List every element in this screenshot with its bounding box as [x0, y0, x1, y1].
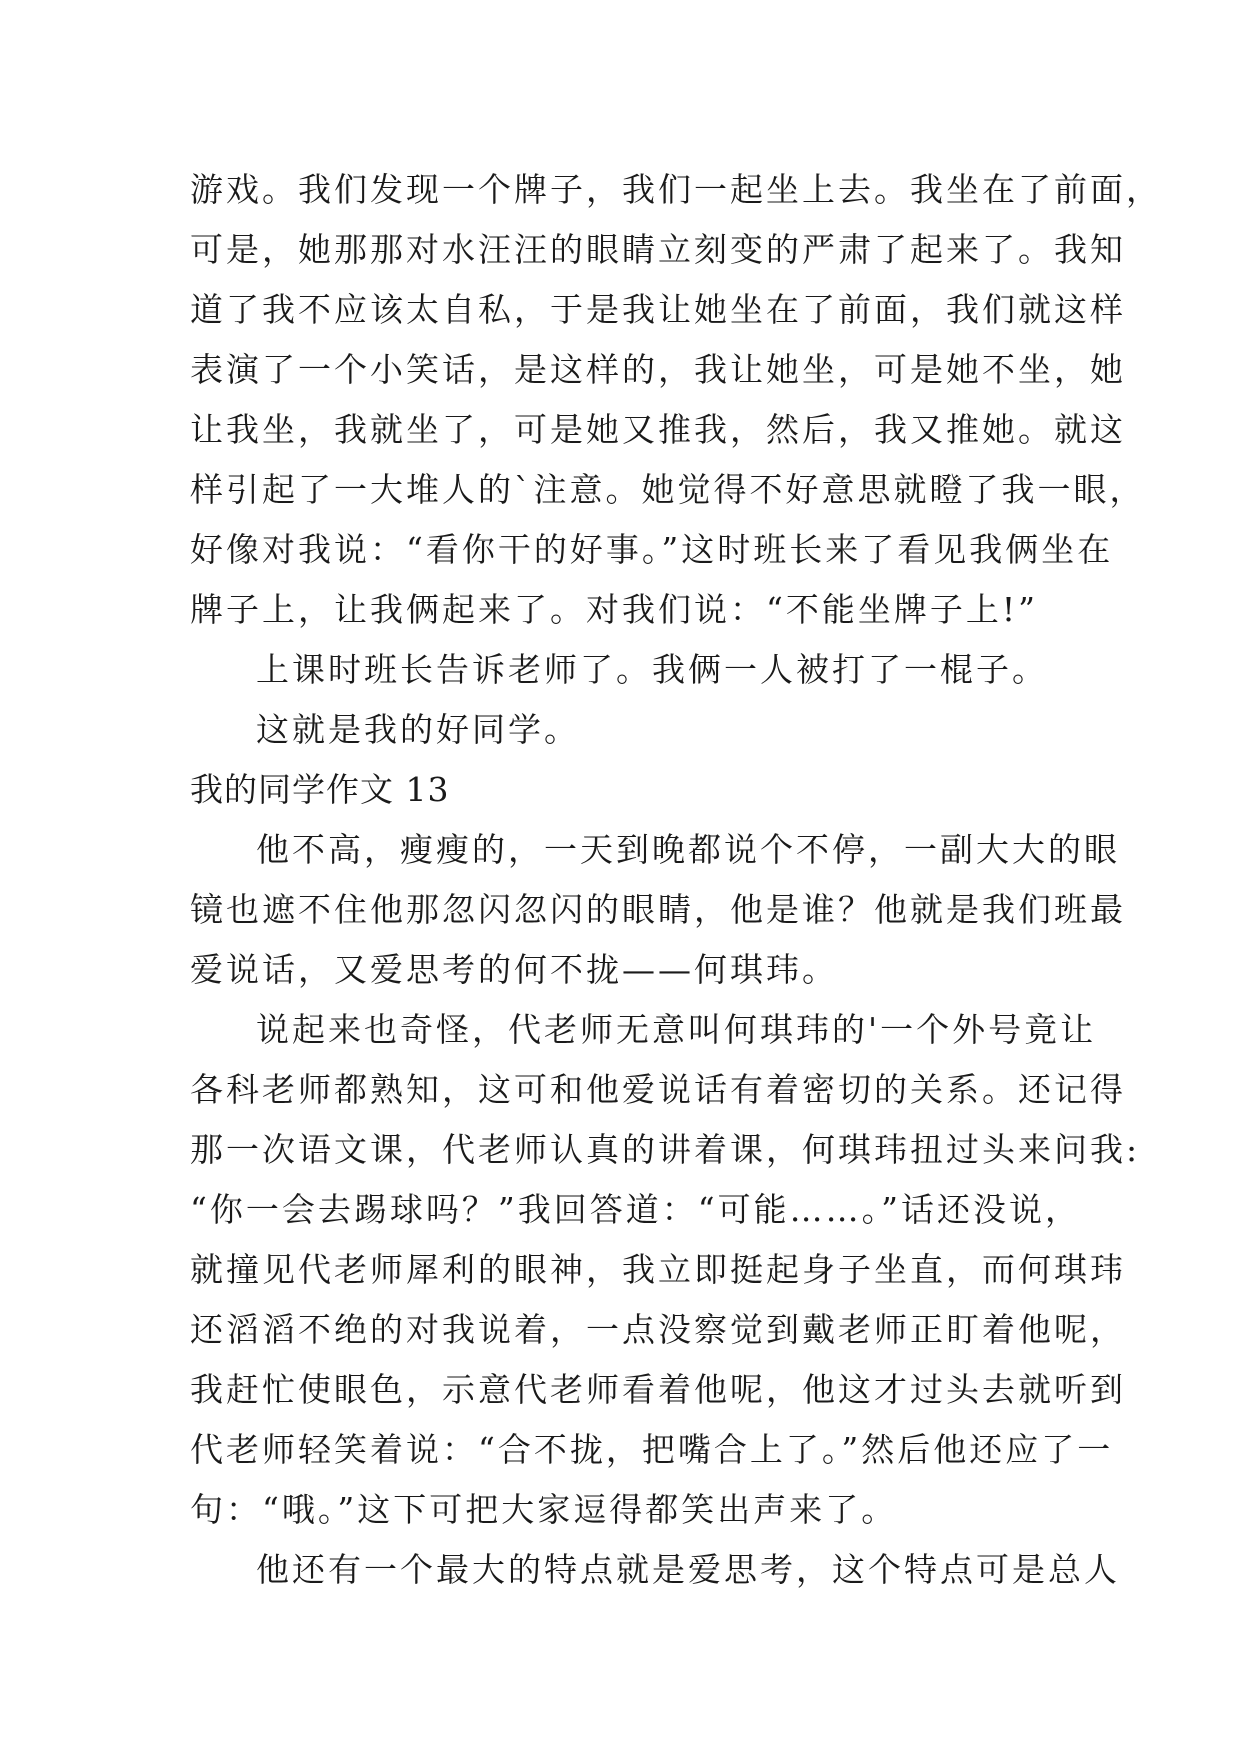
text-line: 这就是我的好同学。: [256, 710, 580, 749]
text-line: 代老师轻笑着说：“合不拢，把嘴合上了。”然后他还应了一: [190, 1430, 1114, 1469]
text-line: 牌子上，让我俩起来了。对我们说：“不能坐牌子上!”: [190, 590, 1039, 629]
text-line: 上课时班长告诉老师了。我俩一人被打了一棍子。: [256, 650, 1048, 689]
text-line: 我赶忙使眼色，示意代老师看着他呢，他这才过头去就听到: [190, 1370, 1126, 1409]
paragraph: [190, 1000, 1141, 1540]
text-line: 说起来也奇怪，代老师无意叫何琪玮的'一个外号竟让: [256, 1010, 1097, 1049]
paragraph: [190, 640, 1070, 700]
text-line: 样引起了一大堆人的`注意。她觉得不好意思就瞪了我一眼，: [190, 470, 1146, 509]
paragraph: [190, 820, 1126, 1000]
text-line: 就撞见代老师犀利的眼神，我立即挺起身子坐直，而何琪玮: [190, 1250, 1126, 1289]
text-line: 好像对我说：“看你干的好事。”这时班长来了看见我俩坐在: [190, 530, 1114, 569]
paragraph: [190, 1540, 1120, 1600]
text-line: 句：“哦。”这下可把大家逗得都笑出声来了。: [190, 1490, 898, 1529]
text-line: 表演了一个小笑话，是这样的，我让她坐，可是她不坐，她: [190, 350, 1126, 389]
text-line: 还滔滔不绝的对我说着，一点没察觉到戴老师正盯着他呢，: [190, 1310, 1126, 1349]
section-heading: [190, 760, 1070, 820]
text-line: 可是，她那那对水汪汪的眼睛立刻变的严肃了起来了。我知: [190, 230, 1126, 269]
document-body: [190, 160, 1162, 1600]
text-line: 各科老师都熟知，这可和他爱说话有着密切的关系。还记得: [190, 1070, 1126, 1109]
text-line: 他还有一个最大的特点就是爱思考，这个特点可是总人: [256, 1550, 1120, 1589]
text-line: 爱说话，又爱思考的何不拢——何琪玮。: [190, 950, 838, 989]
text-line: 让我坐，我就坐了，可是她又推我，然后，我又推她。就这: [190, 410, 1126, 449]
text-line: 道了我不应该太自私，于是我让她坐在了前面，我们就这样: [190, 290, 1126, 329]
heading-text: 我的同学作文 13: [190, 770, 450, 809]
text-line: “你一会去踢球吗？”我回答道：“可能……。”话还没说，: [190, 1190, 1081, 1229]
paragraph: [190, 160, 1162, 640]
text-line: 那一次语文课，代老师认真的讲着课，何琪玮扭过头来问我:: [190, 1130, 1141, 1169]
text-line: 镜也遮不住他那忽闪忽闪的眼睛，他是谁？他就是我们班最: [190, 890, 1126, 929]
text-line: 游戏。我们发现一个牌子，我们一起坐上去。我坐在了前面，: [190, 170, 1162, 209]
paragraph: [190, 700, 1070, 760]
text-line: 他不高，瘦瘦的，一天到晚都说个不停，一副大大的眼: [256, 830, 1120, 869]
